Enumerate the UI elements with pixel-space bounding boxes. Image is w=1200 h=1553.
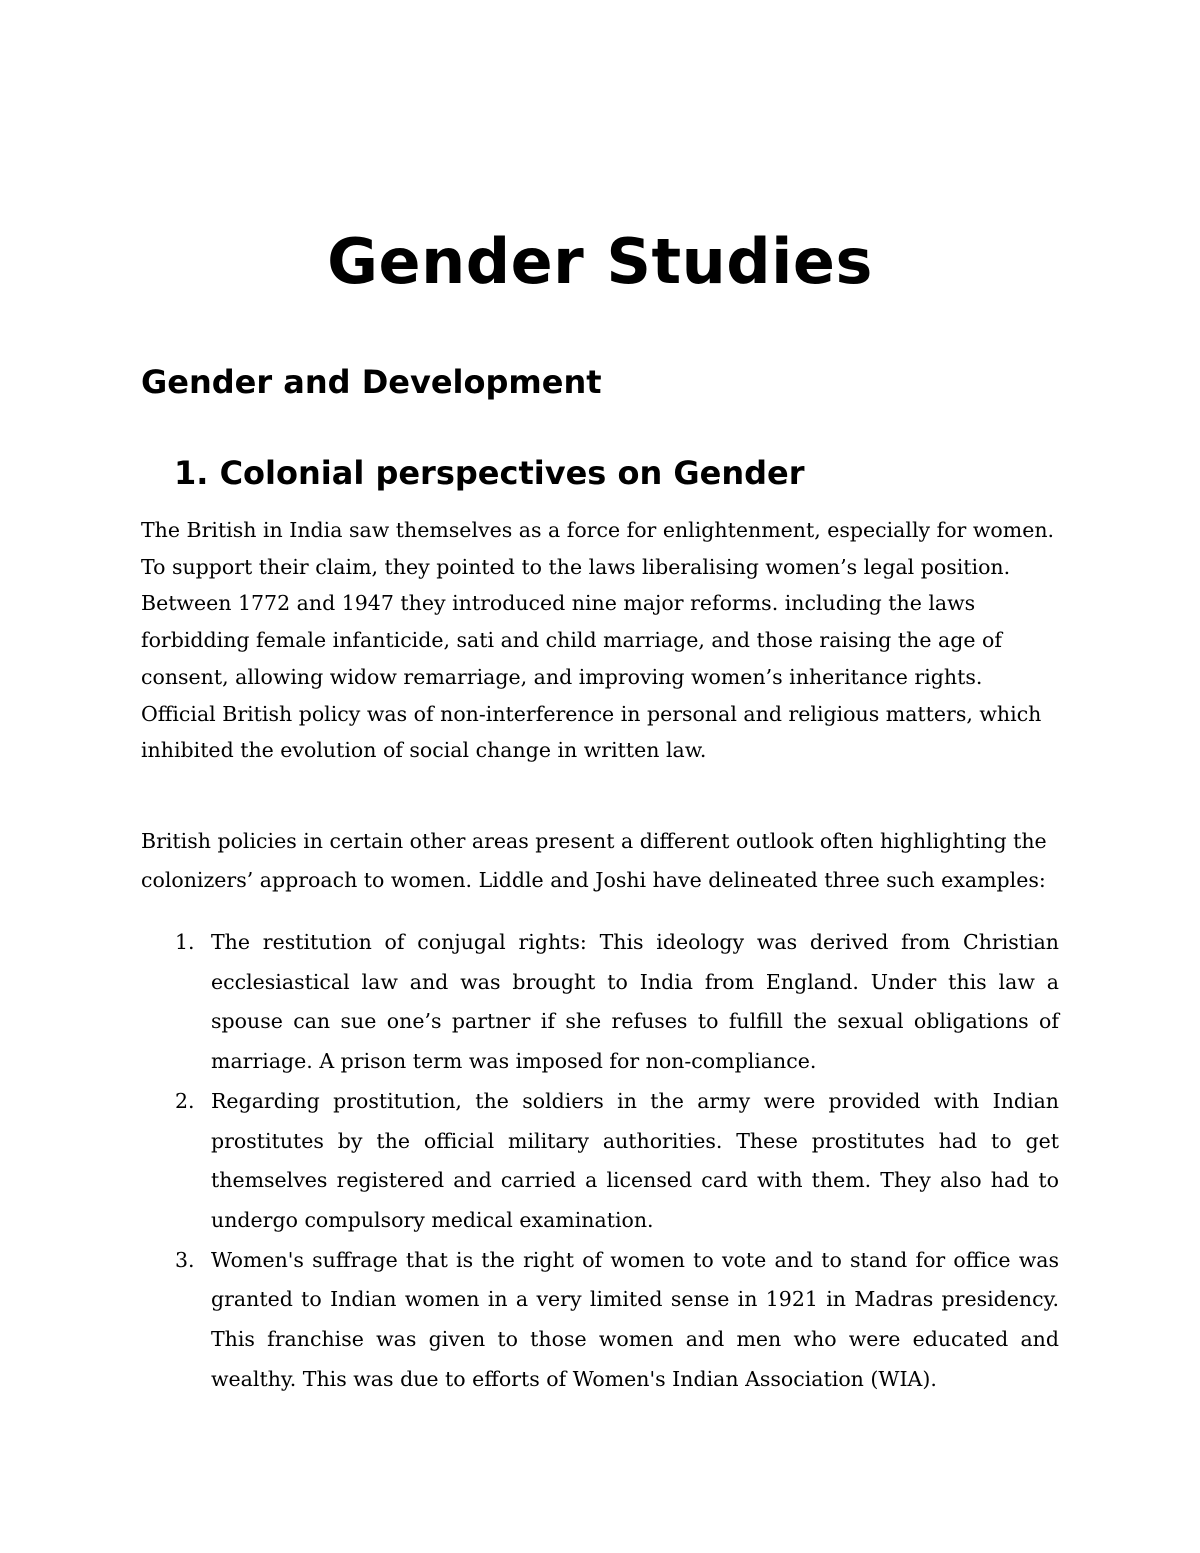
examples-list: [141, 923, 1059, 1399]
list-item-text: The restitution of conjugal rights: This ideology was derived from Christian ecclesiastical law and was brought to India from England. Under this law a spouse can sue one’s partner if she refuses to fulfill the sexual obligations of marriage. A prison term was imposed for non-compliance.: [211, 930, 1059, 1074]
list-item-number: 2.: [175, 1088, 195, 1113]
list-item-text: Regarding prostitution, the soldiers in the army were provided with Indian prostitutes by the official military authorities. These prostitutes had to get themselves registered and carried a licensed card with them. They also had to undergo compulsory medical examination.: [211, 1088, 1059, 1232]
list-item: [141, 1082, 1059, 1241]
paragraph-colonial-reforms: The British in India saw themselves as a force for enlightenment, especially for women. To support their claim, they pointed to the laws liberalising women’s legal position. Between 1772 and 1947 they introduced nine major reforms. including the laws forbidding female infanticide, sati and child marriage, and those raising the age of consent, allowing widow remarriage, and improving women’s inheritance rights. Official British policy was of non-interference in personal and religious matters, which inhibited the evolution of social change in written law.: [141, 518, 1055, 763]
subsection-heading: 1. Colonial perspectives on Gender: [174, 454, 805, 492]
list-item-text: Women's suffrage that is the right of women to vote and to stand for office was granted to Indian women in a very limited sense in 1921 in Madras presidency. This franchise was given to those women and men who were educated and wealthy. This was due to efforts of Women's Indian Association (WIA).: [211, 1247, 1059, 1391]
list-item: [141, 923, 1059, 1082]
section-heading: Gender and Development: [141, 363, 602, 401]
paragraph-british-policies: British policies in certain other areas present a different outlook often highlighting the colonizers’ approach to women. Liddle and Joshi have delineated three such examples:: [141, 829, 1047, 892]
list-item-number: 1.: [175, 930, 195, 954]
document-title: Gender Studies: [327, 225, 873, 298]
list-item: [141, 1241, 1059, 1400]
list-item-number: 3.: [175, 1247, 195, 1272]
